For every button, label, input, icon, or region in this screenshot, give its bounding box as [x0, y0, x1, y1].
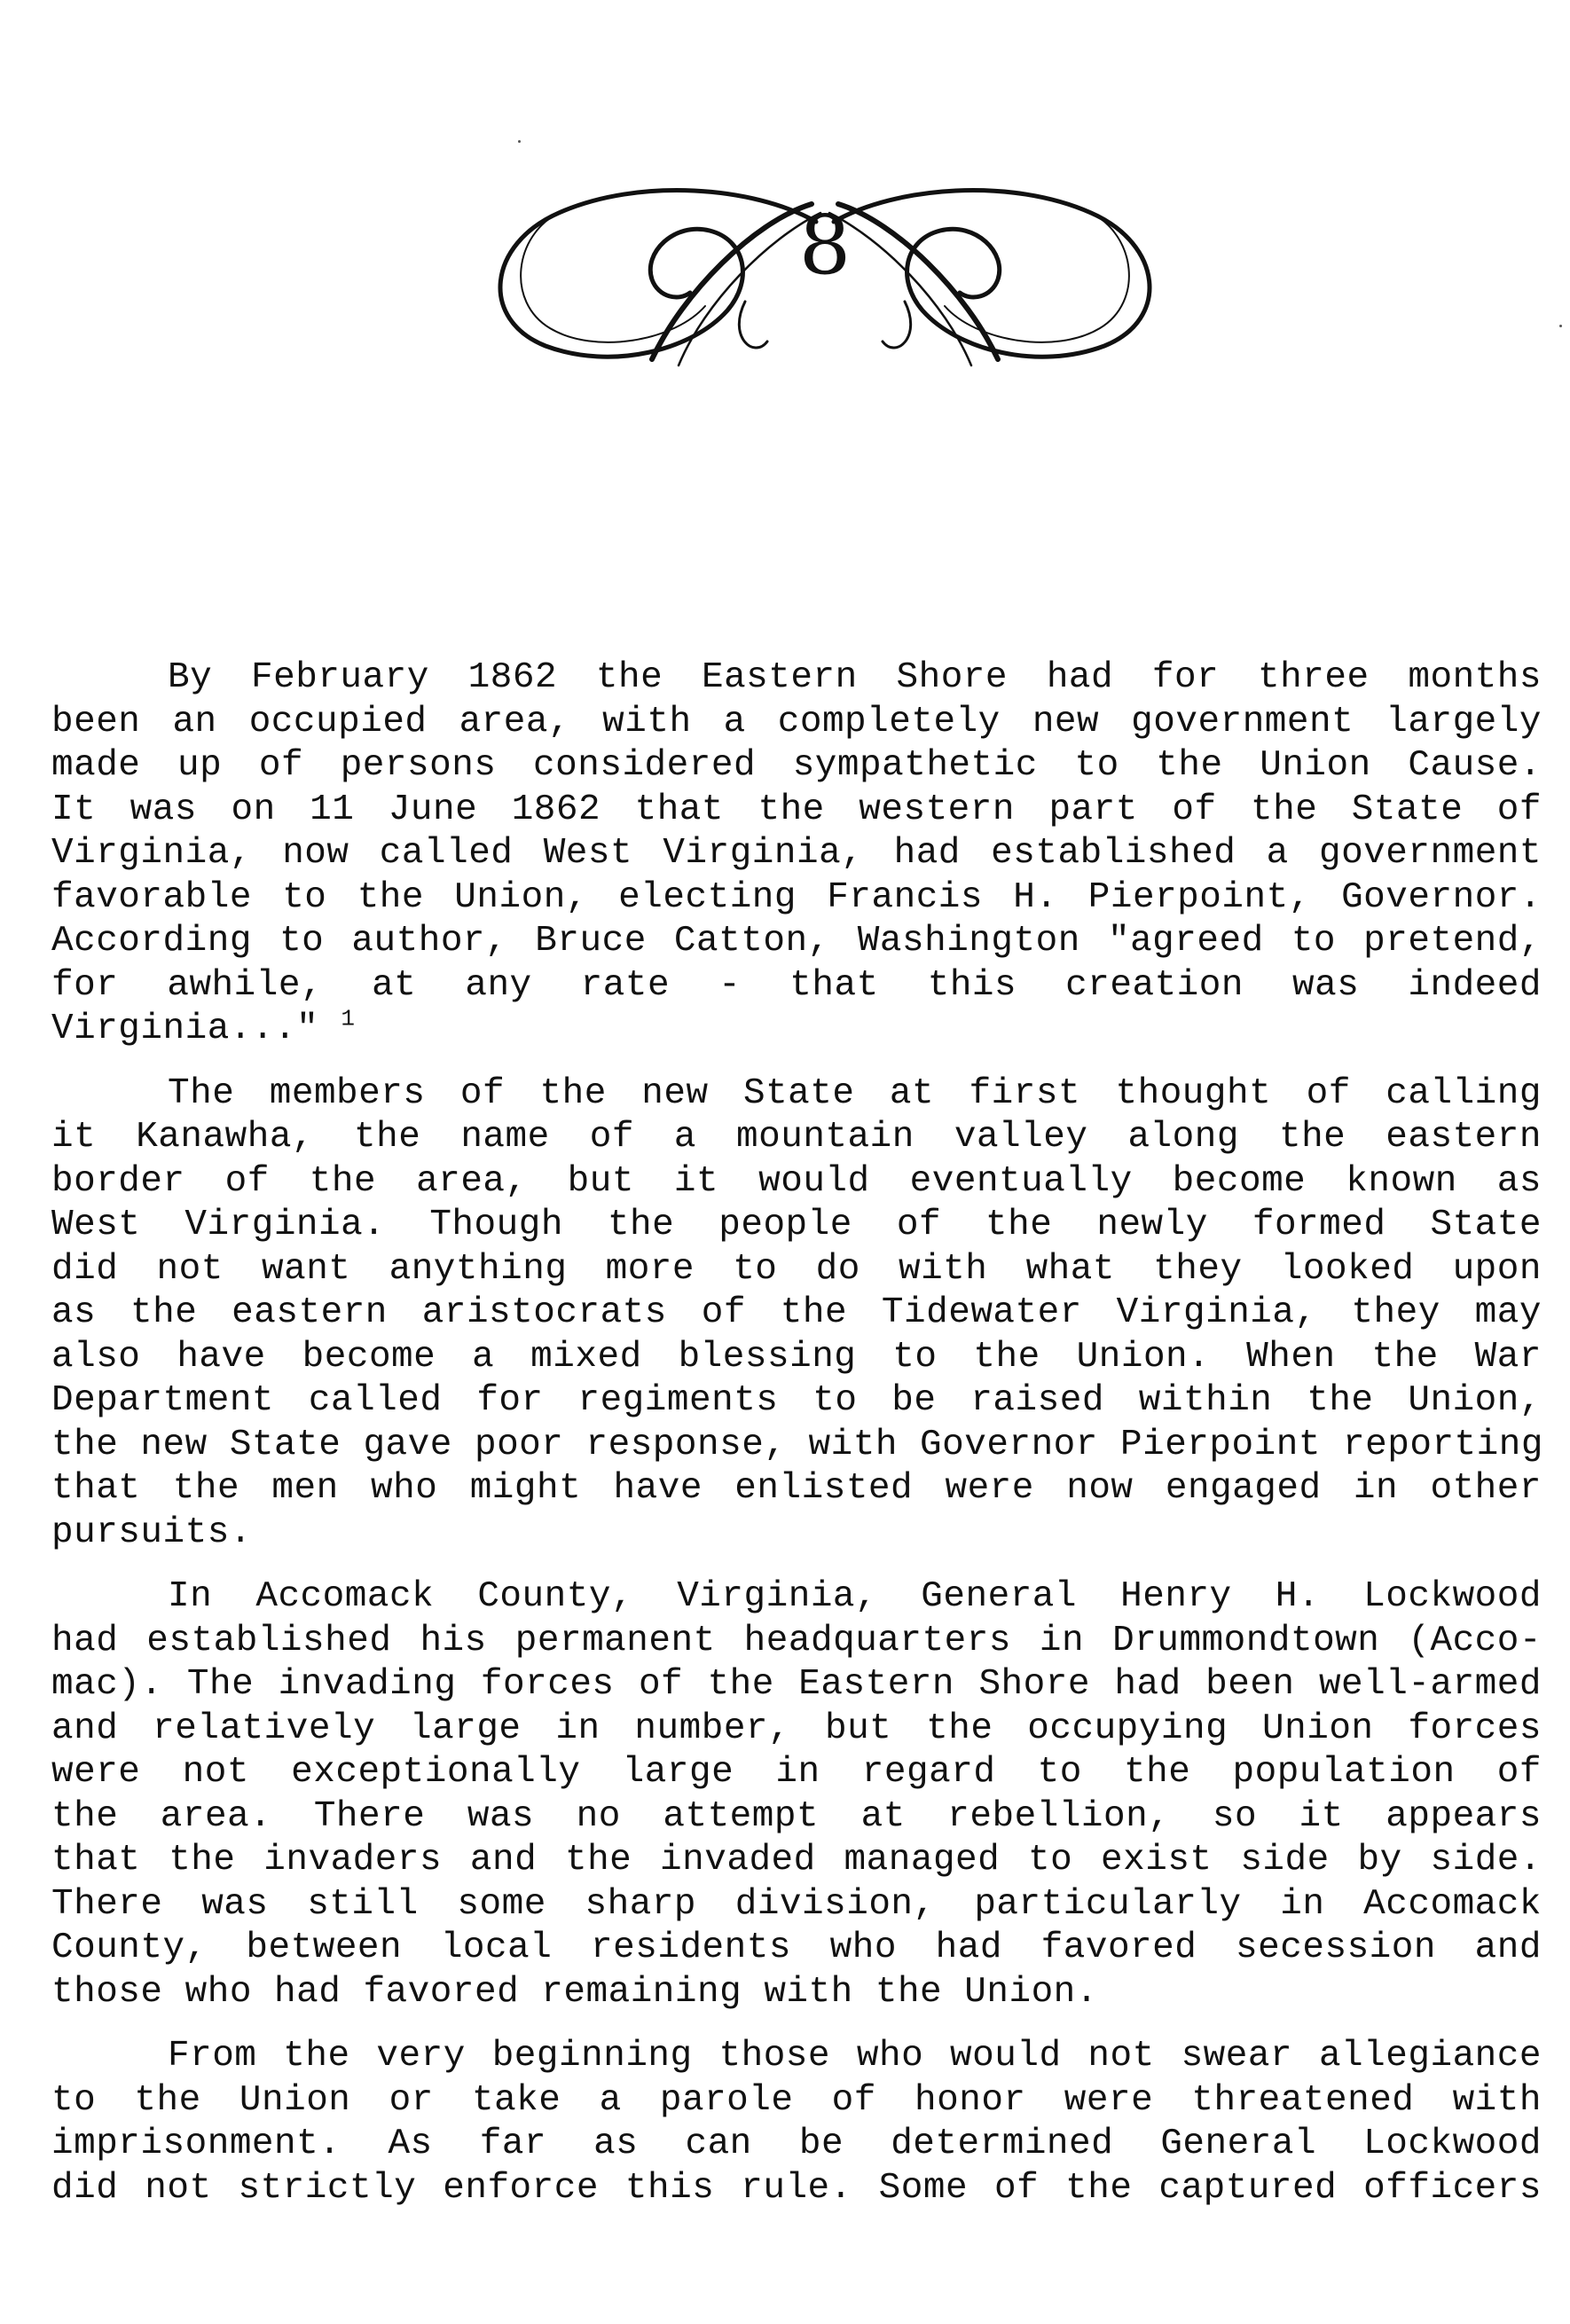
- text-line: By February 1862 the Eastern Shore had for three months: [168, 657, 1542, 698]
- text-line-content: Virginia...": [51, 1009, 319, 1049]
- text-line: From the very beginning those who would not swear allegiance: [168, 2036, 1542, 2077]
- paragraph-1: [51, 656, 1542, 1052]
- text-line-last: [51, 1005, 1542, 1052]
- text-line-last: pursuits.: [51, 1511, 252, 1553]
- footnote-reference[interactable]: 1: [341, 1005, 356, 1032]
- text-line: Department called for regiments to be raised within the Union,: [51, 1380, 1542, 1421]
- text-line: imprisonment. As far as can be determined General Lockwood: [51, 2124, 1542, 2164]
- stray-mark: [1559, 325, 1562, 327]
- text-line: it Kanawha, the name of a mountain valley along the eastern: [51, 1117, 1542, 1158]
- text-line: the area. There was no attempt at rebellion, so it appears: [51, 1795, 1542, 1837]
- text-line: that the men who might have enlisted were now engaged in other: [51, 1468, 1542, 1509]
- text-line: West Virginia. Though the people of the newly formed State: [51, 1205, 1542, 1245]
- paragraph-3: [51, 1575, 1542, 2014]
- text-line: that the invaders and the invaded managed to exist side by side.: [51, 1840, 1542, 1880]
- text-line: been an occupied area, with a completely new government largely: [51, 701, 1542, 742]
- text-line: also have become a mixed blessing to the Union. When the War: [51, 1336, 1542, 1378]
- text-line: made up of persons considered sympathetic to the Union Cause.: [51, 745, 1542, 786]
- text-line: did not strictly enforce this rule. Some of the captured officers: [51, 2167, 1542, 2209]
- text-line-last: those who had favored remaining with the Union.: [51, 1971, 1098, 2013]
- text-line: border of the area, but it would eventually become known as: [51, 1160, 1542, 1202]
- text-line: mac). The invading forces of the Eastern Shore had been well-armed: [51, 1664, 1542, 1705]
- text-line: The members of the new State at first thought of calling: [168, 1072, 1542, 1114]
- text-line: had established his permanent headquarters in Drummondtown (Acco-: [51, 1620, 1542, 1661]
- body-text: [51, 656, 1542, 2231]
- text-line: In Accomack County, Virginia, General Henry H. Lockwood: [168, 1576, 1542, 1617]
- stray-mark: [518, 140, 521, 143]
- text-line: favorable to the Union, electing Francis H. Pierpoint, Governor.: [51, 876, 1542, 918]
- text-line: the new State gave poor response, with Governor Pierpoint reporting: [51, 1424, 1543, 1465]
- text-line: did not want anything more to do with what they looked upon: [51, 1248, 1542, 1290]
- text-line: There was still some sharp division, particularly in Accomack: [51, 1883, 1542, 1925]
- paragraph-4: [51, 2035, 1542, 2210]
- text-line: It was on 11 June 1862 that the western part of the State of: [51, 789, 1542, 830]
- text-line: to the Union or take a parole of honor were threatened with: [51, 2079, 1542, 2121]
- chapter-number: 8: [798, 198, 852, 293]
- text-line: County, between local residents who had favored secession and: [51, 1928, 1542, 1968]
- paragraph-2: [51, 1072, 1542, 1556]
- text-line: for awhile, at any rate - that this creation was indeed: [51, 964, 1542, 1006]
- chapter-ornament: [461, 169, 1189, 373]
- text-line: as the eastern aristocrats of the Tidewater Virginia, they may: [51, 1292, 1542, 1333]
- text-line: According to author, Bruce Catton, Washington "agreed to pretend,: [51, 921, 1542, 962]
- text-line: were not exceptionally large in regard to the population of: [51, 1752, 1542, 1793]
- text-line: Virginia, now called West Virginia, had established a government: [51, 833, 1542, 874]
- text-line: and relatively large in number, but the occupying Union forces: [51, 1708, 1542, 1749]
